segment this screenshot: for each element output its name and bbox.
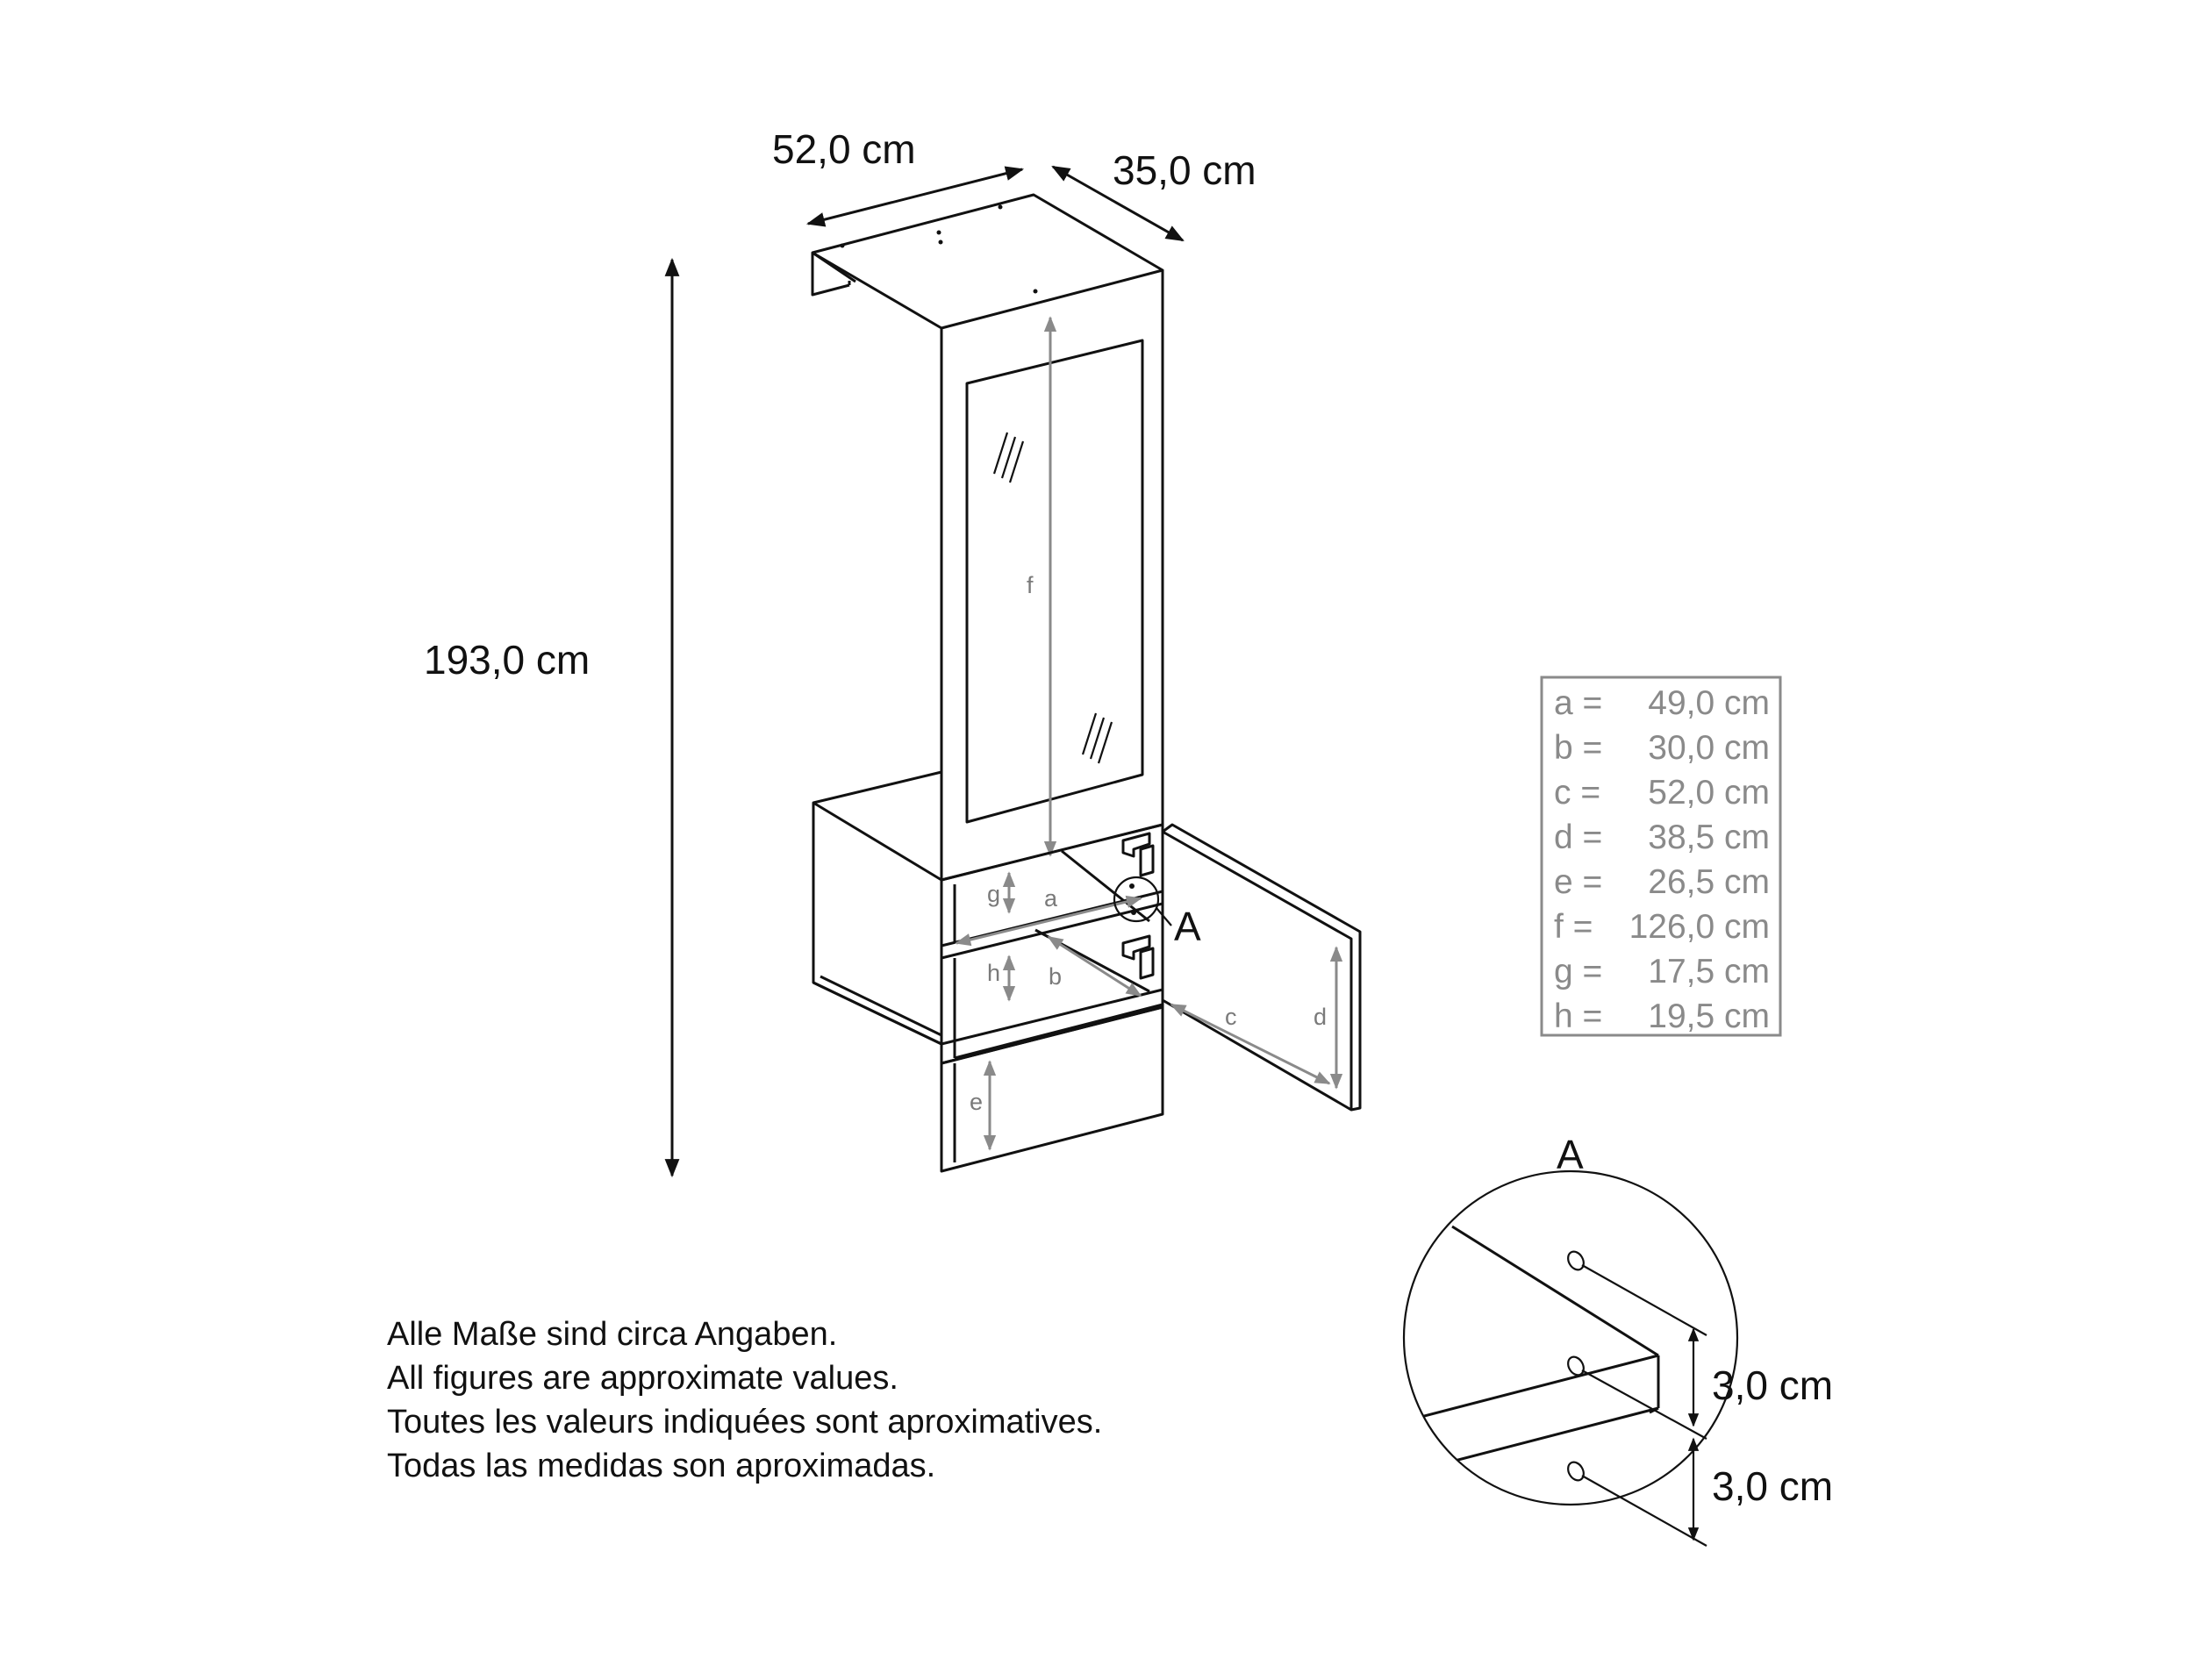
detail-dimension-upper: 3,0 cm: [1712, 1362, 1834, 1408]
legend-value: 17,5 cm: [1648, 953, 1770, 990]
note-german: Alle Maße sind circa Angaben.: [387, 1316, 838, 1353]
open-door: [1163, 825, 1360, 1110]
legend-value: 30,0 cm: [1648, 729, 1770, 767]
mirror-glare-marks: [994, 433, 1112, 763]
label-h: h: [987, 960, 1001, 986]
callout-label-a: A: [1174, 904, 1201, 949]
label-d: d: [1314, 1004, 1328, 1030]
legend-key: f =: [1554, 908, 1593, 946]
top-shelf: [812, 195, 1163, 328]
legend-value: 49,0 cm: [1648, 684, 1770, 722]
side-box: [813, 772, 941, 1044]
legend-value: 126,0 cm: [1629, 908, 1770, 946]
height-dimension-label: 193,0 cm: [424, 637, 591, 683]
legend-value: 26,5 cm: [1648, 863, 1770, 901]
note-french: Toutes les valeurs indiquées sont aproximatives.: [387, 1404, 1103, 1441]
depth-dimension-label: 35,0 cm: [1113, 147, 1256, 193]
mirror-cabinet: [941, 270, 1163, 880]
legend-key: e =: [1554, 863, 1603, 901]
label-a: a: [1044, 885, 1058, 912]
legend-key: h =: [1554, 998, 1603, 1035]
note-spanish: Todas las medidas son aproximadas.: [387, 1448, 936, 1484]
legend-value: 19,5 cm: [1648, 998, 1770, 1035]
detail-title: A: [1557, 1132, 1584, 1177]
width-dimension-label: 52,0 cm: [772, 126, 916, 172]
label-c: c: [1225, 1004, 1237, 1030]
cabinet-drawing: [812, 195, 1360, 1171]
detail-dimension-lower: 3,0 cm: [1712, 1463, 1834, 1509]
legend-key: g =: [1554, 953, 1603, 990]
label-e: e: [970, 1089, 984, 1115]
label-f: f: [1027, 572, 1034, 598]
overall-dimensions: [424, 126, 1256, 1176]
dimension-legend: [1542, 677, 1780, 1035]
note-english: All figures are approximate values.: [387, 1360, 898, 1397]
legend-value: 52,0 cm: [1648, 774, 1770, 812]
legend-key: b =: [1554, 729, 1603, 767]
legend-key: d =: [1554, 819, 1603, 856]
legend-key: a =: [1554, 684, 1603, 722]
label-g: g: [987, 881, 1001, 907]
approximation-notes: [387, 1316, 1102, 1484]
open-shelves: [941, 825, 1163, 1063]
legend-key: c =: [1554, 774, 1601, 812]
detail-a: [1404, 1132, 1833, 1546]
legend-value: 38,5 cm: [1648, 819, 1770, 856]
label-b: b: [1049, 963, 1063, 990]
